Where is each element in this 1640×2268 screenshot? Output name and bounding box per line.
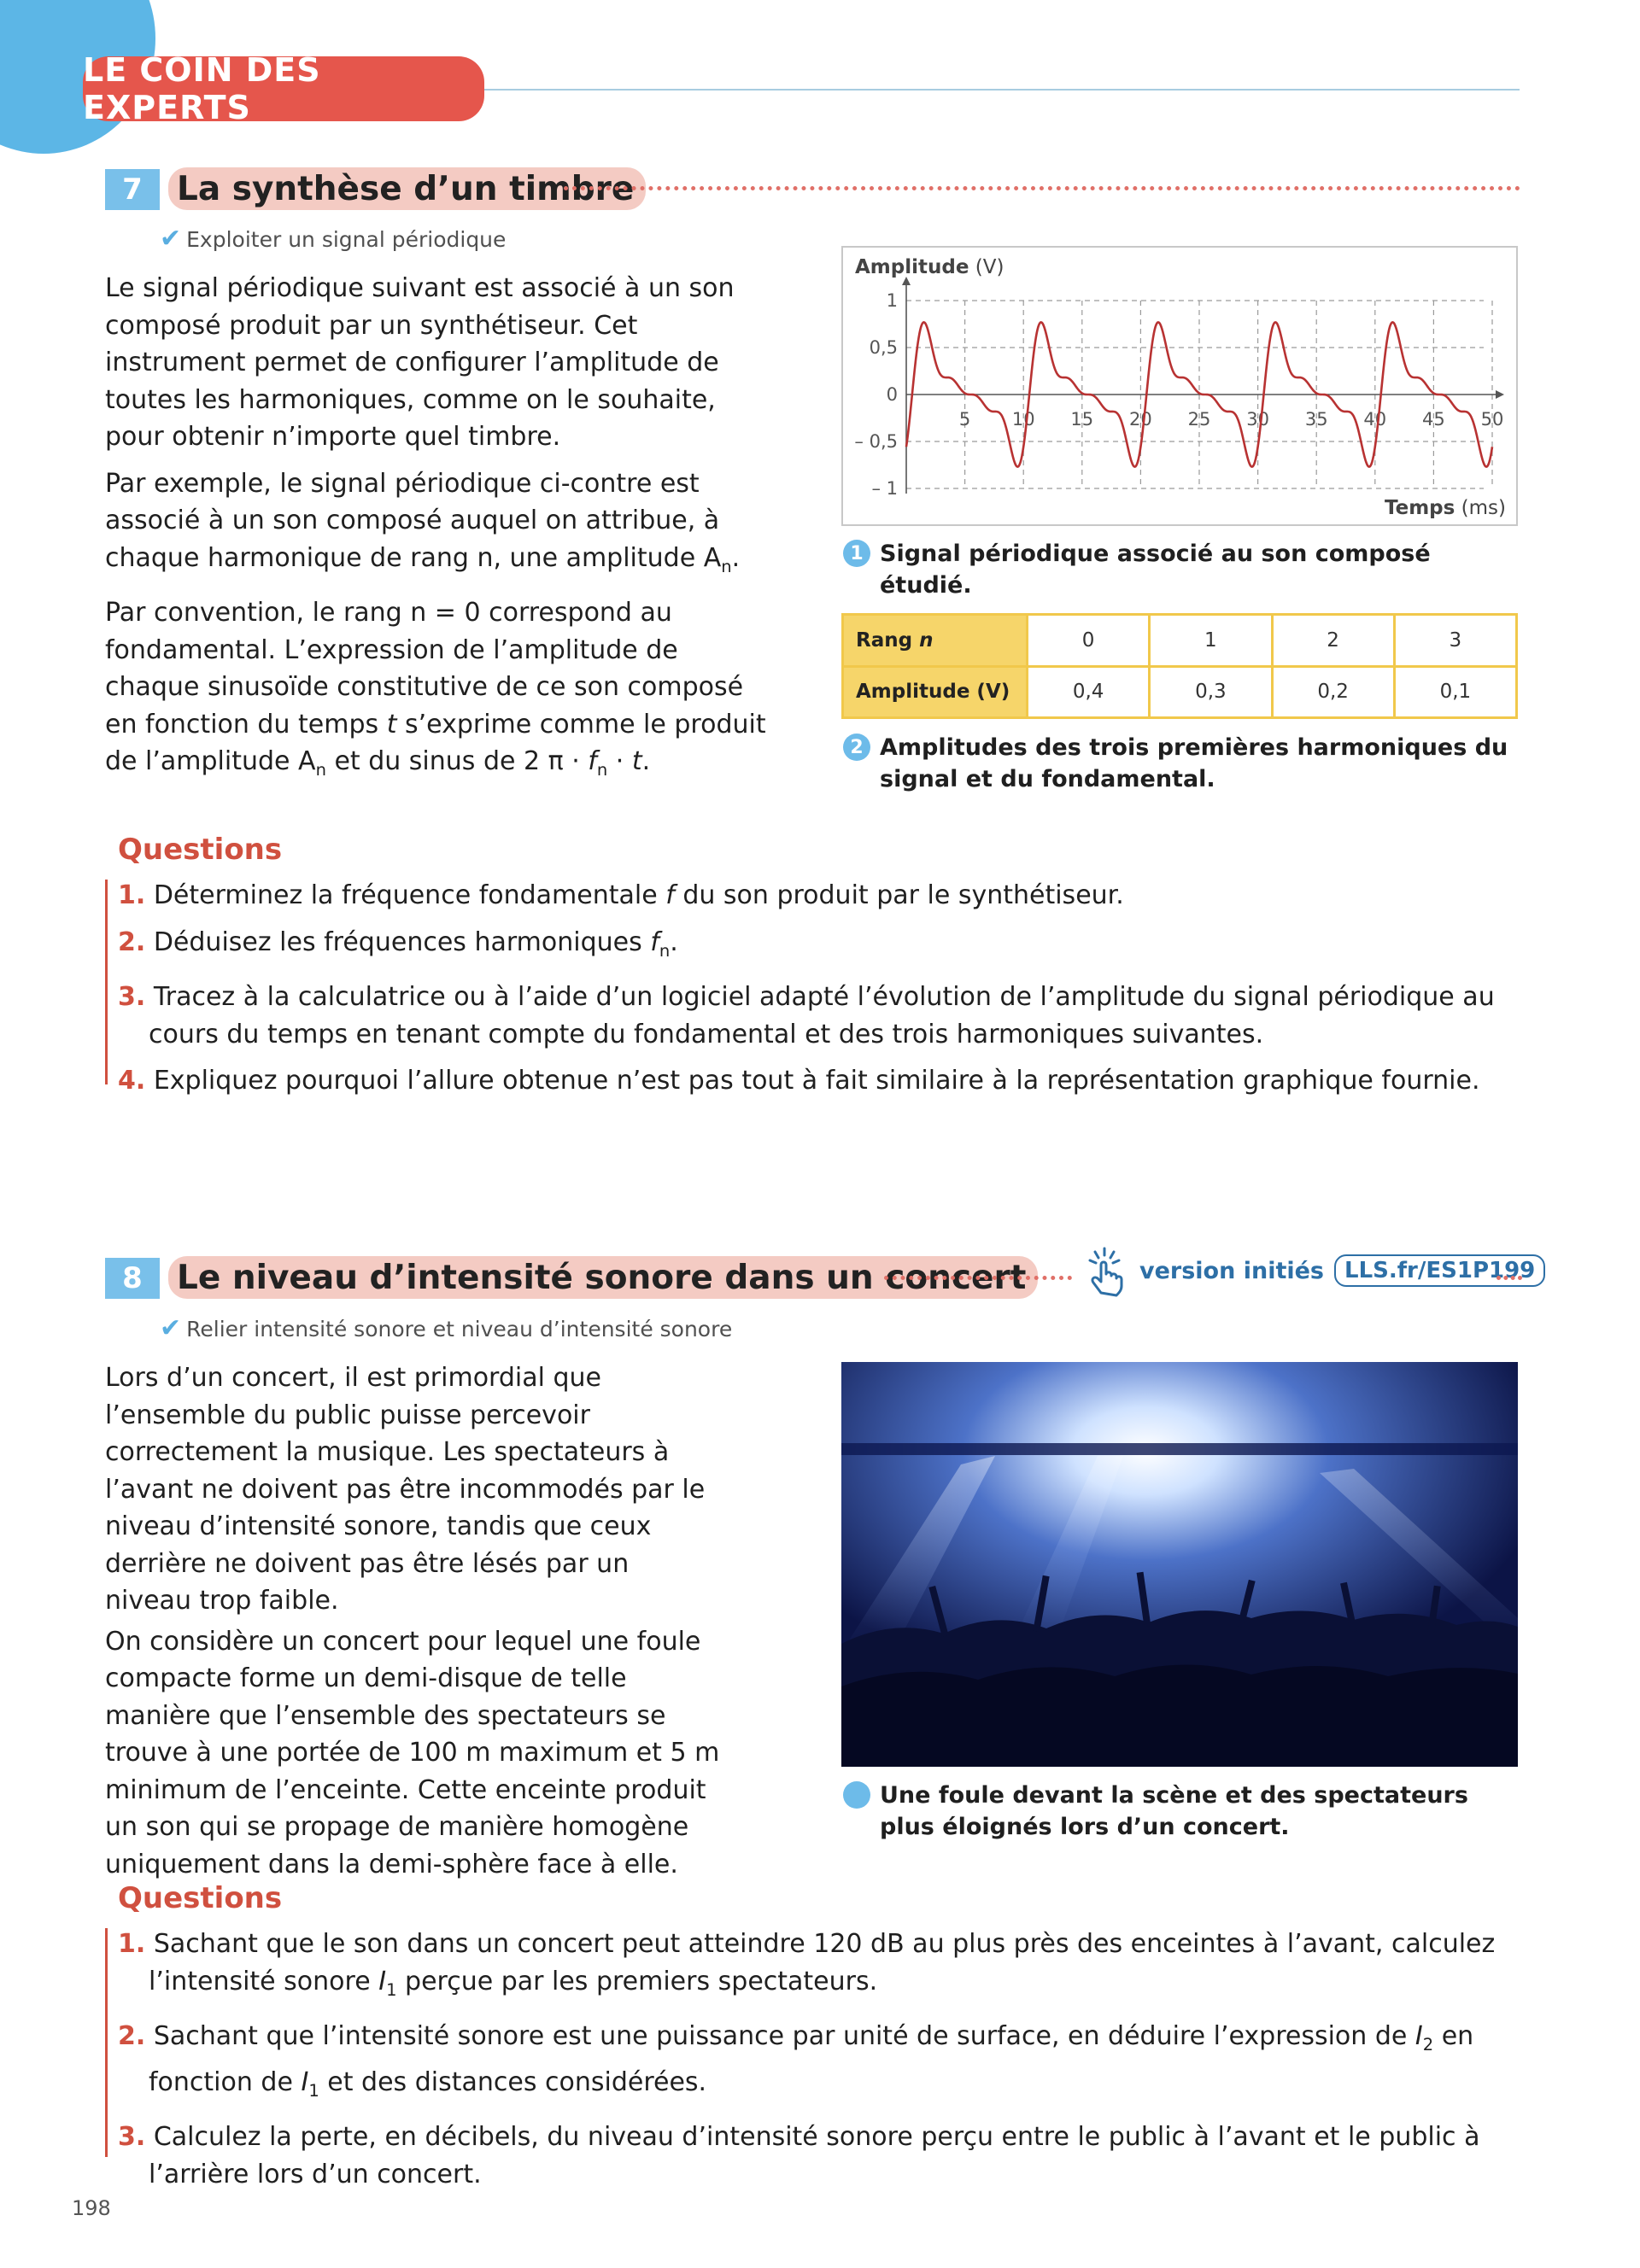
question-number: 1. bbox=[118, 880, 146, 910]
y-tick-labels bbox=[854, 290, 898, 499]
x-axis-label: Temps (ms) bbox=[1384, 497, 1506, 519]
subscript: 1 bbox=[386, 1979, 397, 2000]
questions-title: Questions bbox=[118, 1881, 283, 1915]
table-row bbox=[843, 615, 1517, 667]
exercise-7-title: La synthèse d’un timbre bbox=[168, 167, 646, 210]
table-header-amplitude: Amplitude (V) bbox=[843, 666, 1028, 718]
text: Par exemple, le signal périodique ci-contre est associé à un son composé auquel on attribue, à chaque harmonique de rang n, une amplitude A bbox=[105, 468, 722, 573]
paragraph: On considère un concert pour lequel une foule compacte forme un demi-disque de telle manière que l’ensemble des spectateurs se trouve à une portée de 100 m maximum et 5 m minimum de l’enceinte. Cette enceinte produit un son qui se propage de manière homogène uniquement dans la demi-sphère face à elle. bbox=[105, 1626, 720, 1879]
question-item bbox=[118, 2018, 1527, 2109]
x-tick-label: 50 bbox=[1480, 409, 1504, 430]
photo-badge bbox=[843, 1781, 870, 1809]
var: f bbox=[650, 926, 659, 957]
text: et des distances considérées. bbox=[319, 2066, 707, 2097]
text: . bbox=[641, 746, 651, 776]
table-cell: 3 bbox=[1394, 615, 1516, 667]
var-n: n bbox=[919, 628, 934, 652]
question-number: 3. bbox=[118, 2122, 146, 2152]
subscript: 1 bbox=[308, 2080, 319, 2101]
var-t: t bbox=[386, 709, 397, 739]
text: · bbox=[607, 746, 632, 776]
x-tick-label: 45 bbox=[1422, 409, 1445, 430]
text: en fonction de bbox=[149, 2021, 1474, 2097]
var-t: t bbox=[631, 746, 642, 776]
x-tick-label: 10 bbox=[1011, 409, 1035, 430]
version-initiated[interactable] bbox=[1078, 1243, 1545, 1298]
question-number: 2. bbox=[118, 2021, 146, 2051]
skill-text: Exploiter un signal périodique bbox=[186, 227, 507, 252]
signal-chart-svg bbox=[843, 248, 1516, 524]
signal-chart bbox=[841, 246, 1518, 526]
exercise-7-questions bbox=[118, 877, 1527, 1109]
table-cell: 0,3 bbox=[1150, 666, 1272, 718]
question-item bbox=[118, 924, 1527, 970]
y-tick-label: – 1 bbox=[871, 478, 898, 499]
table-row bbox=[843, 666, 1517, 718]
table-cell: 0,1 bbox=[1394, 666, 1516, 718]
text: Déterminez la fréquence fondamentale bbox=[153, 880, 666, 910]
paragraph bbox=[105, 594, 771, 789]
text: s’exprime comme le produit de l’amplitude A bbox=[105, 709, 766, 776]
check-icon: ✔ bbox=[160, 224, 182, 254]
exercise-8-questions bbox=[118, 1926, 1527, 2202]
var-f: f bbox=[588, 746, 597, 776]
version-link[interactable]: LLS.fr/ES1P199 bbox=[1334, 1254, 1545, 1287]
table-cell: 0,4 bbox=[1028, 666, 1150, 718]
question-item bbox=[118, 877, 1527, 915]
table-header-rank bbox=[843, 615, 1028, 667]
x-tick-label: 5 bbox=[958, 409, 971, 430]
questions-bar bbox=[105, 880, 108, 1084]
photo-caption: Une foule devant la scène et des spectateurs plus éloignés lors d’un concert. bbox=[880, 1782, 1468, 1840]
text: Par convention, le rang n = 0 correspond au fondamental. L’expression de l’amplitude de chaque sinusoïde constitutive de ce son composé en fonction du temps bbox=[105, 598, 744, 739]
figure-1-caption: Signal périodique associé au son composé étudié. bbox=[880, 541, 1431, 599]
subscript: n bbox=[315, 760, 326, 780]
x-axis-arrow bbox=[1496, 390, 1504, 399]
paragraph: Lors d’un concert, il est primordial que l’ensemble du public puisse percevoir correctement la musique. Les spectateurs à l’avant ne doivent pas être incommodés par le niveau d’intensité sonore, tandis que ceux derrière ne doivent pas être lésés par un niveau trop faible. bbox=[105, 1363, 706, 1616]
figure-2-caption: Amplitudes des trois premières harmoniques du signal et du fondamental. bbox=[880, 734, 1508, 792]
amplitude-table bbox=[841, 613, 1518, 719]
var: I bbox=[301, 2066, 309, 2097]
subscript: n bbox=[721, 556, 732, 576]
y-tick-label: 0,5 bbox=[869, 337, 898, 358]
exercise-7-skill bbox=[160, 224, 506, 254]
x-tick-label: 40 bbox=[1363, 409, 1387, 430]
skill-text: Relier intensité sonore et niveau d’intensité sonore bbox=[186, 1317, 733, 1342]
subscript: 2 bbox=[1422, 2035, 1434, 2055]
section-title: LE COIN DES EXPERTS bbox=[83, 51, 321, 126]
version-label: version initiés bbox=[1139, 1257, 1324, 1284]
exercise-7-statement bbox=[105, 270, 771, 798]
question-item bbox=[118, 1062, 1527, 1100]
var: I bbox=[378, 1966, 387, 1996]
y-axis-label: Amplitude (V) bbox=[855, 256, 1004, 278]
table-cell: 0,2 bbox=[1272, 666, 1394, 718]
questions-bar bbox=[105, 1928, 108, 2157]
chart-axes bbox=[902, 277, 1504, 494]
figure-2-badge: 2 bbox=[843, 734, 870, 761]
question-number: 4. bbox=[118, 1066, 146, 1096]
paragraph bbox=[105, 465, 771, 586]
x-tick-label: 25 bbox=[1187, 409, 1211, 430]
exercise-8-skill bbox=[160, 1313, 732, 1343]
table-cell: 2 bbox=[1272, 615, 1394, 667]
questions-title: Questions bbox=[118, 833, 283, 867]
check-icon: ✔ bbox=[160, 1313, 182, 1343]
y-tick-label: 0 bbox=[886, 384, 898, 405]
subscript: n bbox=[596, 760, 608, 780]
text: perçue par les premiers spectateurs. bbox=[396, 1966, 878, 1996]
text: Calculez la perte, en décibels, du niveau d’intensité sonore perçu entre le public à l’avant et le public à l’arrière lors d’un concert. bbox=[149, 2122, 1480, 2189]
pointer-hand-icon bbox=[1078, 1243, 1131, 1298]
exercise-8-statement bbox=[105, 1359, 720, 1886]
page-number: 198 bbox=[72, 2196, 111, 2220]
exercise-8-number: 8 bbox=[105, 1258, 160, 1299]
exercise-8-title: Le niveau d’intensité sonore dans un concert bbox=[168, 1256, 1038, 1299]
table-cell: 0 bbox=[1028, 615, 1150, 667]
title-dots bbox=[564, 186, 1520, 190]
x-tick-label: 35 bbox=[1304, 409, 1328, 430]
x-tick-label: 30 bbox=[1246, 409, 1269, 430]
text: et du sinus de 2 π · bbox=[325, 746, 589, 776]
question-number: 3. bbox=[118, 982, 146, 1012]
exercise-7-number: 7 bbox=[105, 169, 160, 210]
y-tick-label: – 0,5 bbox=[854, 431, 898, 452]
y-tick-label: 1 bbox=[886, 290, 898, 311]
text: Rang bbox=[856, 628, 913, 652]
title-dots bbox=[884, 1276, 1072, 1280]
text: Expliquez pourquoi l’allure obtenue n’est pas tout à fait similaire à la représentation graphique fournie. bbox=[153, 1066, 1480, 1096]
question-item bbox=[118, 1926, 1527, 2008]
title-dots bbox=[1496, 1276, 1522, 1280]
text: Tracez à la calculatrice ou à l’aide d’un logiciel adapté l’évolution de l’amplitude du signal périodique au cours du temps en tenant compte du fondamental et des trois harmoniques suivantes. bbox=[149, 982, 1495, 1049]
question-item bbox=[118, 2119, 1527, 2193]
text: Déduisez les fréquences harmoniques bbox=[153, 926, 651, 957]
question-number: 2. bbox=[118, 926, 146, 957]
section-header bbox=[83, 51, 484, 126]
figure-1-badge: 1 bbox=[843, 540, 870, 567]
subscript: n bbox=[659, 940, 671, 961]
var: I bbox=[1414, 2021, 1423, 2051]
concert-photo-image bbox=[841, 1362, 1518, 1767]
text: Sachant que l’intensité sonore est une puissance par unité de surface, en déduire l’expression de bbox=[153, 2021, 1415, 2051]
question-item bbox=[118, 979, 1527, 1053]
text: du son produit par le synthétiseur. bbox=[674, 880, 1124, 910]
concert-photo bbox=[841, 1362, 1518, 1767]
text: . bbox=[670, 926, 678, 957]
x-tick-label: 20 bbox=[1129, 409, 1152, 430]
table-cell: 1 bbox=[1150, 615, 1272, 667]
question-number: 1. bbox=[118, 1929, 146, 1959]
paragraph: Le signal périodique suivant est associé à un son composé produit par un synthétiseur. Cet instrument permet de configurer l’amplitude de toutes les harmoniques, comme on le souhaite, pour obtenir n’importe quel timbre. bbox=[105, 273, 735, 452]
x-tick-label: 15 bbox=[1070, 409, 1094, 430]
text: . bbox=[731, 542, 741, 573]
text: Sachant que le son dans un concert peut atteindre 120 dB au plus près des enceintes à l’avant, calculez l’intensité sonore bbox=[149, 1929, 1496, 1996]
header-rule bbox=[484, 89, 1520, 91]
var: f bbox=[665, 880, 675, 910]
